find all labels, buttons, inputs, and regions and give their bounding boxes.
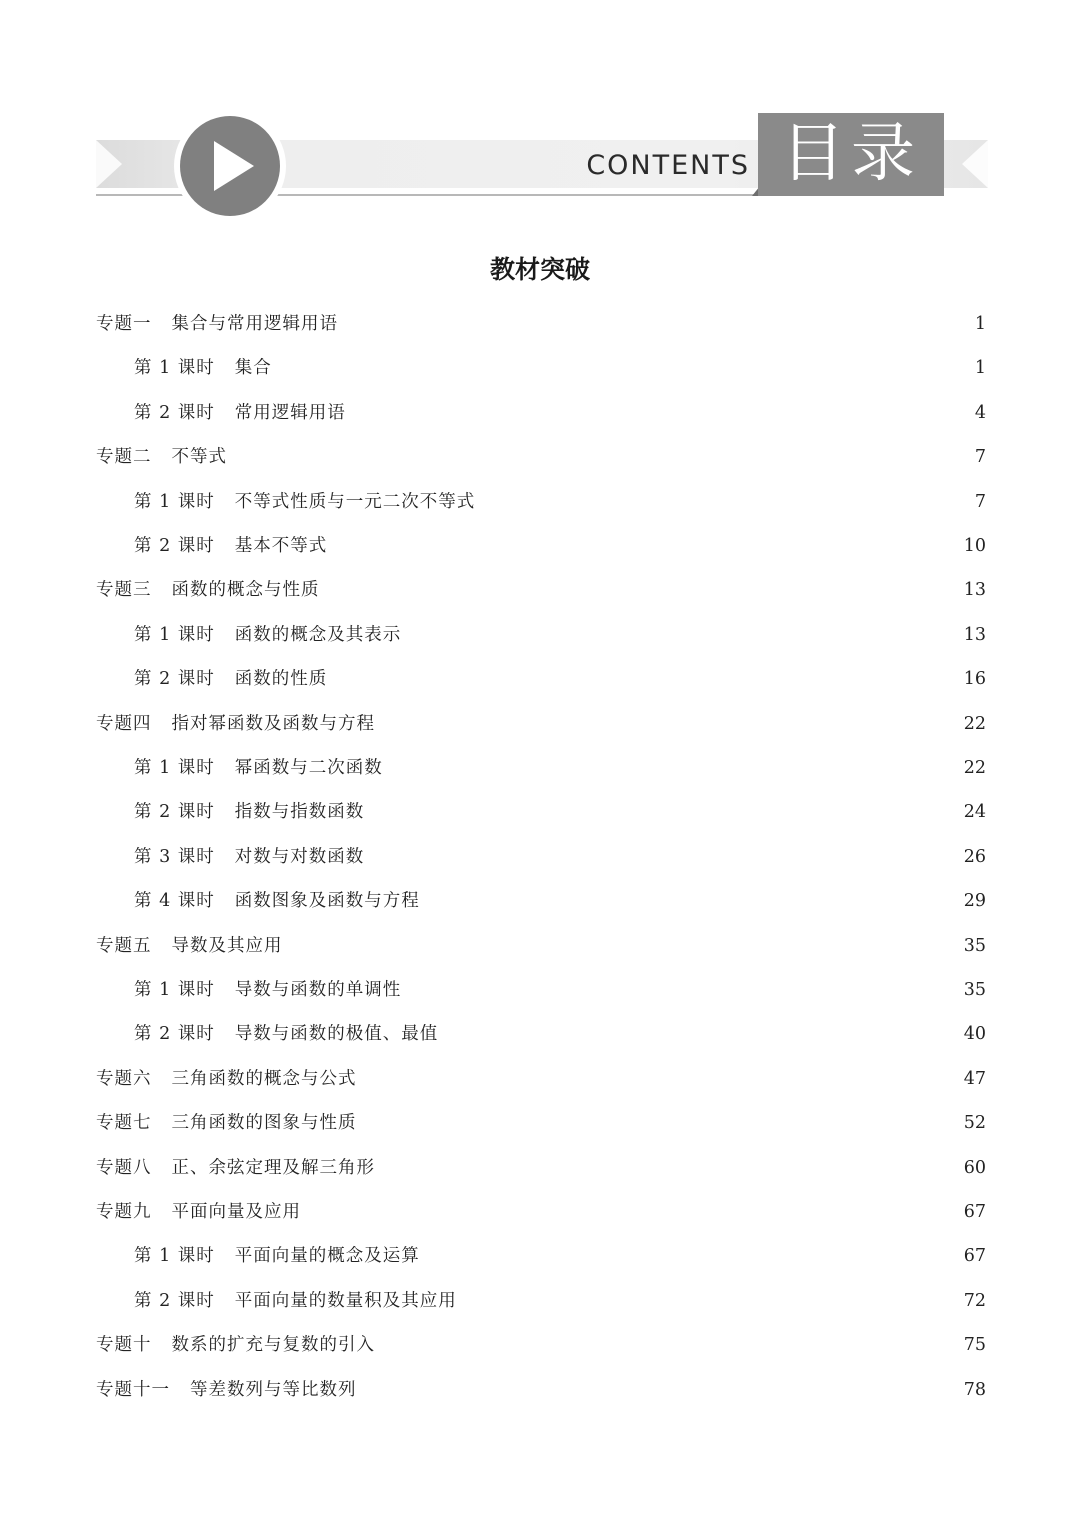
toc-label: 第 2 课时 xyxy=(134,536,215,556)
toc-leader-dots xyxy=(381,1325,960,1365)
toc-chapter-row[interactable] xyxy=(96,926,986,966)
toc-label: 第 1 课时 xyxy=(134,491,215,512)
toc-page-number: 78 xyxy=(963,1379,986,1400)
toc-label: 第 2 课时 xyxy=(134,1290,215,1311)
toc-label: 第 1 课时 xyxy=(134,624,215,645)
toc-chapter-row[interactable] xyxy=(96,437,986,477)
toc-title: 幂函数与二次函数 xyxy=(234,758,383,778)
toc-title: 导数与函数的单调性 xyxy=(234,980,402,1000)
toc-chapter-row[interactable] xyxy=(96,1059,986,1099)
toc-title: 对数与对数函数 xyxy=(234,846,365,867)
toc-leader-dots xyxy=(307,1192,960,1232)
toc-page-number: 1 xyxy=(974,358,986,379)
toc-leader-dots xyxy=(278,348,968,388)
toc-leader-dots xyxy=(370,792,959,832)
toc-lesson-row[interactable] xyxy=(134,659,986,699)
toc-label: 专题九 xyxy=(96,1202,152,1222)
toc-label: 第 2 课时 xyxy=(134,402,215,423)
toc-chapter-row[interactable] xyxy=(96,1370,986,1410)
toc-label: 第 1 课时 xyxy=(134,1246,215,1267)
toc-leader-dots xyxy=(363,1103,960,1143)
toc-page-number: 7 xyxy=(974,491,986,512)
toc-title: 数系的扩充与复数的引入 xyxy=(171,1335,375,1356)
toc-title: 函数的概念与性质 xyxy=(171,580,320,601)
section-title: 教材突破 xyxy=(489,255,590,284)
toc-chapter-row[interactable] xyxy=(96,1192,986,1232)
toc-page-number: 24 xyxy=(963,802,986,823)
toc-page-number: 67 xyxy=(963,1246,986,1267)
toc-page-number: 10 xyxy=(963,536,986,556)
toc-leader-dots xyxy=(463,1281,960,1321)
toc-page-number: 4 xyxy=(974,402,986,423)
toc-leader-dots xyxy=(407,970,959,1010)
toc-title: 函数的概念及其表示 xyxy=(234,624,402,645)
toc-page-number: 7 xyxy=(974,447,986,468)
toc-title: 基本不等式 xyxy=(234,536,328,556)
toc-lesson-row[interactable] xyxy=(134,482,986,522)
toc-leader-dots xyxy=(363,1059,960,1099)
toc-title: 正、余弦定理及解三角形 xyxy=(171,1157,375,1178)
mulu-label: 目录 xyxy=(781,117,921,191)
toc-leader-dots xyxy=(370,837,959,877)
toc-page-number: 22 xyxy=(963,758,986,778)
toc-label: 专题八 xyxy=(96,1157,152,1178)
toc-label: 专题三 xyxy=(96,580,152,601)
toc-page-number: 13 xyxy=(963,580,986,601)
toc-title: 集合 xyxy=(234,358,272,379)
toc-label: 专题十一 xyxy=(96,1379,170,1400)
toc-page-number: 26 xyxy=(963,846,986,867)
toc-lesson-row[interactable] xyxy=(134,1236,986,1276)
toc-lesson-row[interactable] xyxy=(134,881,986,921)
toc-title: 导数与函数的极值、最值 xyxy=(234,1024,439,1045)
toc-title: 不等式 xyxy=(171,447,227,468)
toc-page-number: 52 xyxy=(963,1113,986,1134)
toc-page-number: 67 xyxy=(963,1202,986,1222)
toc-title: 平面向量的概念及运算 xyxy=(234,1246,420,1267)
toc-leader-dots xyxy=(289,926,960,966)
toc-leader-dots xyxy=(426,1236,960,1276)
toc-page-number: 35 xyxy=(963,935,986,956)
toc-label: 第 1 课时 xyxy=(134,980,215,1000)
toc-page-number: 22 xyxy=(963,713,986,734)
toc-title: 指对幂函数及函数与方程 xyxy=(171,713,375,734)
toc-label: 专题六 xyxy=(96,1068,152,1089)
toc-lesson-row[interactable] xyxy=(134,970,986,1010)
toc-page-number: 13 xyxy=(963,624,986,645)
toc-lesson-row[interactable] xyxy=(134,837,986,877)
toc-leader-dots xyxy=(407,615,959,655)
toc-leader-dots xyxy=(381,704,960,744)
toc-chapter-row[interactable] xyxy=(96,1325,986,1365)
toc-leader-dots xyxy=(426,881,960,921)
toc-lesson-row[interactable] xyxy=(134,393,986,433)
contents-label: CONTENTS xyxy=(586,150,750,181)
toc-title: 函数图象及函数与方程 xyxy=(234,891,420,912)
toc-chapter-row[interactable] xyxy=(96,570,986,610)
band-arrow-left xyxy=(96,140,122,188)
toc-lesson-row[interactable] xyxy=(134,1014,986,1054)
toc-title: 函数的性质 xyxy=(234,669,328,690)
toc-page-number: 60 xyxy=(963,1157,986,1178)
toc-title: 三角函数的概念与公式 xyxy=(171,1068,357,1089)
toc-lesson-row[interactable] xyxy=(134,615,986,655)
toc-label: 第 4 课时 xyxy=(134,891,215,912)
toc-leader-dots xyxy=(233,437,968,477)
toc-lesson-row[interactable] xyxy=(134,748,986,788)
toc-title: 常用逻辑用语 xyxy=(234,402,346,423)
toc-label: 第 2 课时 xyxy=(134,669,215,690)
toc-title: 平面向量及应用 xyxy=(171,1202,301,1222)
toc-label: 专题二 xyxy=(96,447,152,468)
toc-label: 第 1 课时 xyxy=(134,758,215,778)
toc-title: 三角函数的图象与性质 xyxy=(171,1113,357,1134)
toc-page-number: 35 xyxy=(963,980,986,1000)
toc-leader-dots xyxy=(344,304,968,344)
toc-lesson-row[interactable] xyxy=(134,792,986,832)
toc-page-number: 1 xyxy=(974,314,986,334)
toc-page-number: 75 xyxy=(963,1335,986,1356)
contents-header xyxy=(0,0,1080,230)
band-arrow-right xyxy=(962,140,988,188)
toc-title: 导数及其应用 xyxy=(171,935,283,956)
toc-label: 第 2 课时 xyxy=(134,1024,215,1045)
toc-title: 集合与常用逻辑用语 xyxy=(171,314,338,334)
toc-chapter-row[interactable] xyxy=(96,1148,986,1188)
toc-chapter-row[interactable] xyxy=(96,1103,986,1143)
toc-leader-dots xyxy=(352,393,968,433)
play-triangle-icon xyxy=(214,141,254,191)
toc-leader-dots xyxy=(363,1370,960,1410)
toc-lesson-row[interactable] xyxy=(134,348,986,388)
toc-label: 第 3 课时 xyxy=(134,846,215,867)
toc-label: 第 1 课时 xyxy=(134,358,215,379)
toc-leader-dots xyxy=(326,570,960,610)
toc-leader-dots xyxy=(481,482,968,522)
toc-label: 专题七 xyxy=(96,1113,152,1134)
toc-label: 专题一 xyxy=(96,314,152,334)
toc-page-number: 47 xyxy=(963,1068,986,1089)
toc-leader-dots xyxy=(381,1148,960,1188)
toc-title: 指数与指数函数 xyxy=(234,802,365,823)
toc-label: 专题五 xyxy=(96,935,152,956)
toc-chapter-row[interactable] xyxy=(96,704,986,744)
toc-label: 专题四 xyxy=(96,713,152,734)
toc-leader-dots xyxy=(389,748,960,788)
toc-page-number: 16 xyxy=(963,669,986,690)
toc-leader-dots xyxy=(333,526,959,566)
toc-chapter-row[interactable] xyxy=(96,304,986,344)
toc-label: 专题十 xyxy=(96,1335,152,1356)
toc-lesson-row[interactable] xyxy=(134,526,986,566)
toc-lesson-row[interactable] xyxy=(134,1281,986,1321)
toc-leader-dots xyxy=(333,659,959,699)
toc-title: 不等式性质与一元二次不等式 xyxy=(234,491,476,512)
toc-leader-dots xyxy=(444,1014,959,1054)
toc-page-number: 40 xyxy=(963,1024,986,1045)
toc-page-number: 29 xyxy=(963,891,986,912)
toc-title: 平面向量的数量积及其应用 xyxy=(234,1290,457,1311)
toc-label: 第 2 课时 xyxy=(134,802,215,823)
toc-title: 等差数列与等比数列 xyxy=(190,1379,357,1400)
toc-page-number: 72 xyxy=(963,1290,986,1311)
